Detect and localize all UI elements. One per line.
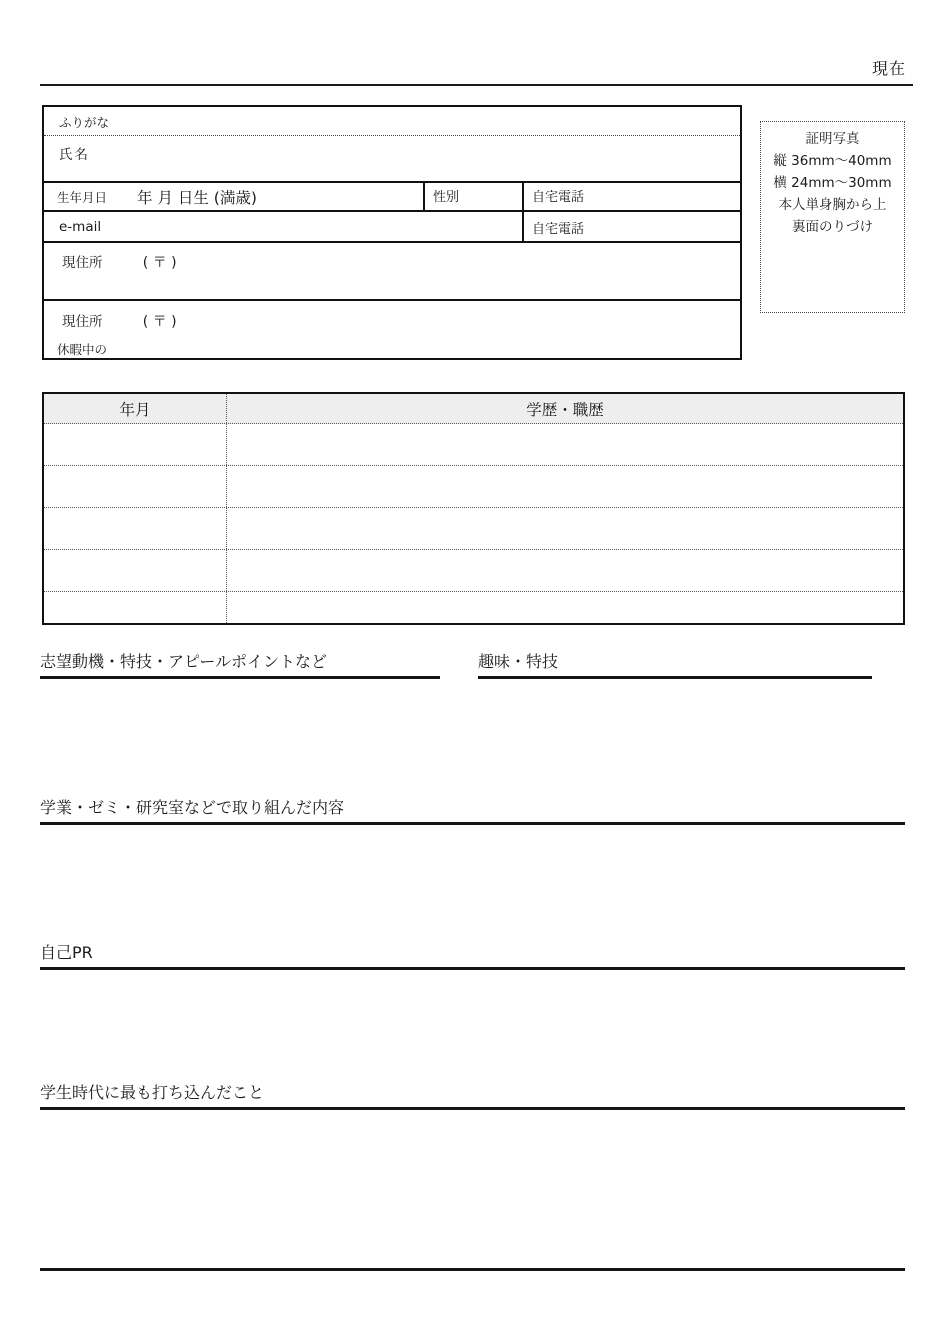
home-phone2-field[interactable] — [524, 212, 740, 241]
history-date-cell[interactable] — [44, 424, 227, 465]
history-detail-cell[interactable] — [227, 550, 903, 591]
birthdate-label: 生年月日 — [57, 189, 108, 205]
photo-pose-spec: 本人単身胸から上 — [778, 197, 887, 213]
history-row — [44, 592, 903, 623]
section-student-life-heading: 学生時代に最も打ち込んだこと — [40, 1080, 905, 1110]
address2-label: 現住所 — [62, 314, 103, 330]
photo-width-spec: 横 24mm〜30mm — [773, 175, 892, 191]
history-row — [44, 550, 903, 592]
photo-title: 証明写真 — [805, 131, 860, 147]
history-detail-header: 学歴・職歴 — [526, 400, 604, 419]
email-row — [44, 212, 740, 243]
section-motivation-heading: 志望動機・特技・アピールポイントなど — [40, 649, 440, 679]
history-detail-cell[interactable] — [227, 508, 903, 549]
birthdate-format-text: 年 月 日生 (満歳) — [137, 188, 257, 207]
photo-attach-box — [760, 121, 905, 313]
address-label: 現住所 — [62, 255, 103, 272]
postal-mark: ( 〒 ) — [142, 255, 177, 272]
postal-mark2: ( 〒 ) — [142, 314, 177, 330]
home-phone-label: 自宅電話 — [532, 190, 585, 206]
furigana-label: ふりがな — [59, 115, 110, 130]
history-row — [44, 466, 903, 508]
history-date-cell[interactable] — [44, 592, 227, 623]
photo-height-spec: 縦 36mm〜40mm — [773, 153, 892, 169]
top-horizontal-rule — [40, 84, 913, 86]
name-field[interactable] — [44, 136, 740, 183]
section-self-pr-heading: 自己PR — [40, 940, 905, 970]
history-date-cell[interactable] — [44, 550, 227, 591]
current-date-label: 現在 — [871, 59, 906, 78]
bottom-horizontal-rule — [40, 1268, 905, 1271]
section-hobby-heading: 趣味・特技 — [478, 649, 872, 679]
history-detail-cell[interactable] — [227, 592, 903, 623]
gender-label: 性別 — [433, 190, 460, 206]
section-academics-heading: 学業・ゼミ・研究室などで取り組んだ内容 — [40, 795, 905, 825]
gender-field[interactable] — [425, 183, 524, 210]
history-table-body — [44, 424, 903, 623]
home-phone2-label: 自宅電話 — [532, 222, 585, 238]
birthdate-row — [44, 183, 740, 212]
history-row — [44, 424, 903, 466]
vacation-address-field[interactable] — [44, 301, 740, 358]
history-detail-cell[interactable] — [227, 466, 903, 507]
furigana-field[interactable] — [44, 107, 740, 136]
history-table — [42, 392, 905, 625]
history-date-header: 年月 — [44, 394, 227, 423]
history-header-row — [44, 394, 903, 424]
email-label: e-mail — [59, 218, 102, 235]
email-field[interactable] — [44, 212, 524, 241]
history-detail-cell[interactable] — [227, 424, 903, 465]
name-label: 氏名 — [59, 147, 90, 164]
personal-info-table — [42, 105, 742, 360]
address-field[interactable] — [44, 243, 740, 301]
birthdate-field[interactable] — [44, 183, 425, 210]
home-phone-field[interactable] — [524, 183, 740, 210]
vacation-label: 休暇中の — [57, 342, 108, 357]
history-date-cell[interactable] — [44, 508, 227, 549]
history-row — [44, 508, 903, 550]
history-date-cell[interactable] — [44, 466, 227, 507]
photo-glue-note: 裏面のりづけ — [792, 219, 873, 235]
